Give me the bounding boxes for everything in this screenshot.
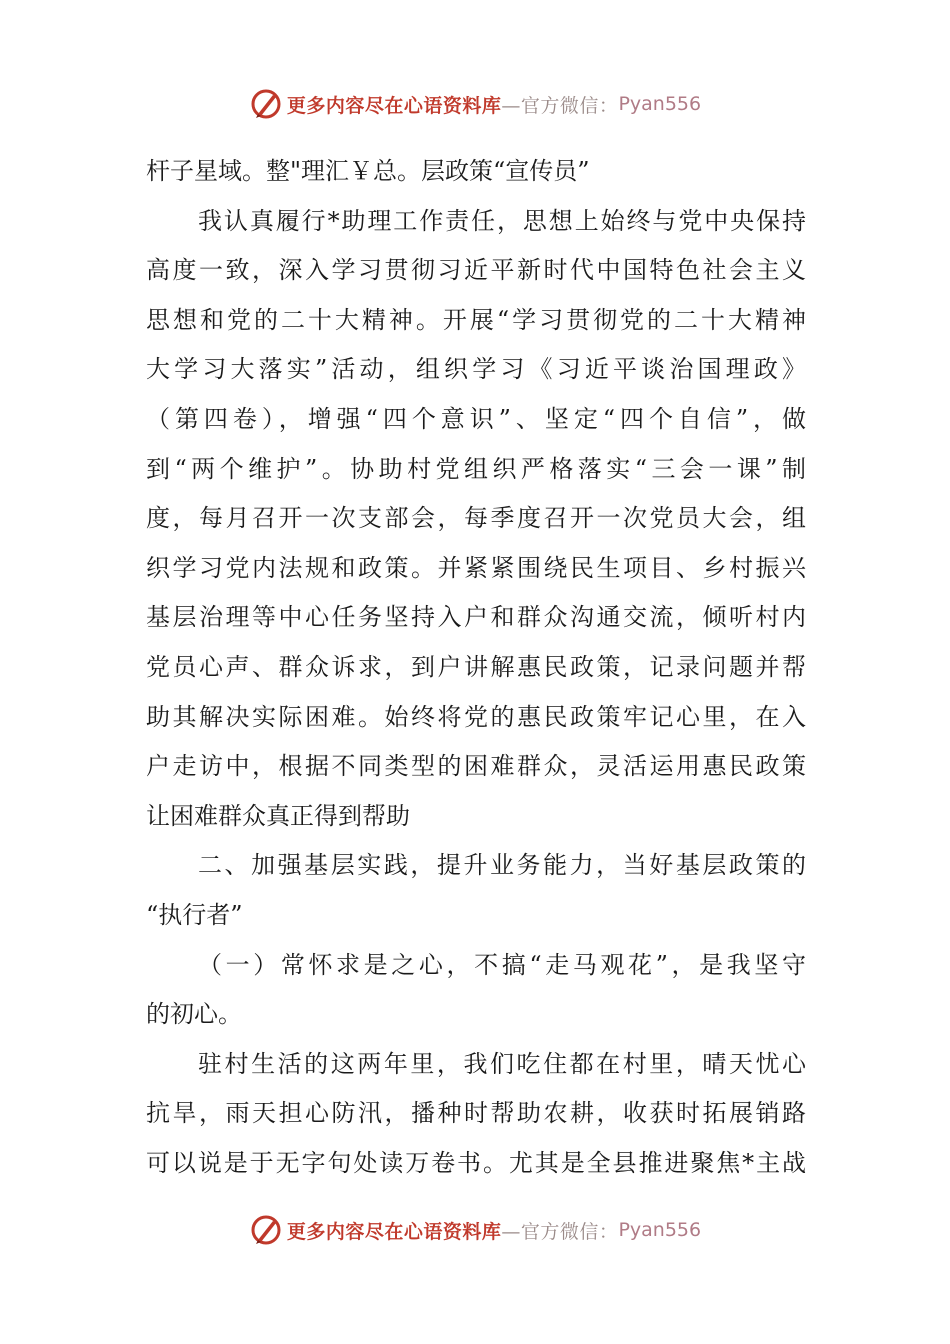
text-line: 助其解决实际困难。始终将党的惠民政策牢记心里，在入: [146, 702, 806, 731]
text-line: 的初心。: [146, 1000, 242, 1029]
watermark-id-text: Pyan556: [618, 1219, 702, 1241]
watermark-banner-top: [0, 84, 950, 124]
text-line: （第四卷），增强“四个意识”、坚定“四个自信”，做: [146, 404, 806, 433]
text-line: 党员心声、群众诉求，到户讲解惠民政策，记录问题并帮: [146, 652, 806, 681]
watermark-main-text: 更多内容尽在心语资料库: [286, 94, 502, 117]
text-line: 高度一致，深入学习贯彻习近平新时代中国特色社会主义: [146, 256, 806, 285]
pen-circle-logo-icon: [249, 87, 283, 121]
text-line: （一）常怀求是之心，不搞“走马观花”，是我坚守: [198, 950, 806, 979]
watermark-banner-bottom: [0, 1210, 950, 1250]
watermark-sub-text: —官方微信：: [501, 1220, 619, 1243]
text-line: 我认真履行*助理工作责任，思想上始终与党中央保持: [198, 206, 806, 235]
text-line: 可以说是于无字句处读万卷书。尤其是全县推进聚焦*主战: [146, 1148, 806, 1177]
text-line: 抗旱，雨天担心防汛，播种时帮助农耕，收获时拓展销路: [146, 1099, 806, 1128]
text-line: 杆子星域。整"理汇￥总。层政策“宣传员”: [146, 157, 590, 185]
text-line: 二、加强基层实践，提升业务能力，当好基层政策的: [198, 851, 806, 880]
watermark-main-text: 更多内容尽在心语资料库: [286, 1220, 502, 1243]
text-line: 织学习党内法规和政策。并紧紧围绕民生项目、乡村振兴: [146, 553, 806, 582]
pen-circle-logo-icon: [249, 1213, 283, 1247]
text-line: 大学习大落实”活动，组织学习《习近平谈治国理政》: [146, 355, 806, 384]
text-line: 基层治理等中心任务坚持入户和群众沟通交流，倾听村内: [146, 603, 806, 632]
document-body: [146, 147, 806, 1188]
text-line: 让困难群众真正得到帮助: [146, 801, 410, 830]
text-line: “执行者”: [146, 900, 243, 929]
text-line: 驻村生活的这两年里，我们吃住都在村里，晴天忧心: [198, 1049, 806, 1078]
text-line: 户走访中，根据不同类型的困难群众，灵活运用惠民政策: [146, 752, 806, 781]
watermark-sub-text: —官方微信：: [501, 94, 619, 117]
watermark-id-text: Pyan556: [618, 93, 702, 115]
text-line: 思想和党的二十大精神。开展“学习贯彻党的二十大精神: [146, 305, 806, 334]
text-line: 度，每月召开一次支部会，每季度召开一次党员大会，组: [146, 504, 806, 533]
text-line: 到“两个维护”。协助村党组织严格落实“三会一课”制: [146, 454, 806, 483]
